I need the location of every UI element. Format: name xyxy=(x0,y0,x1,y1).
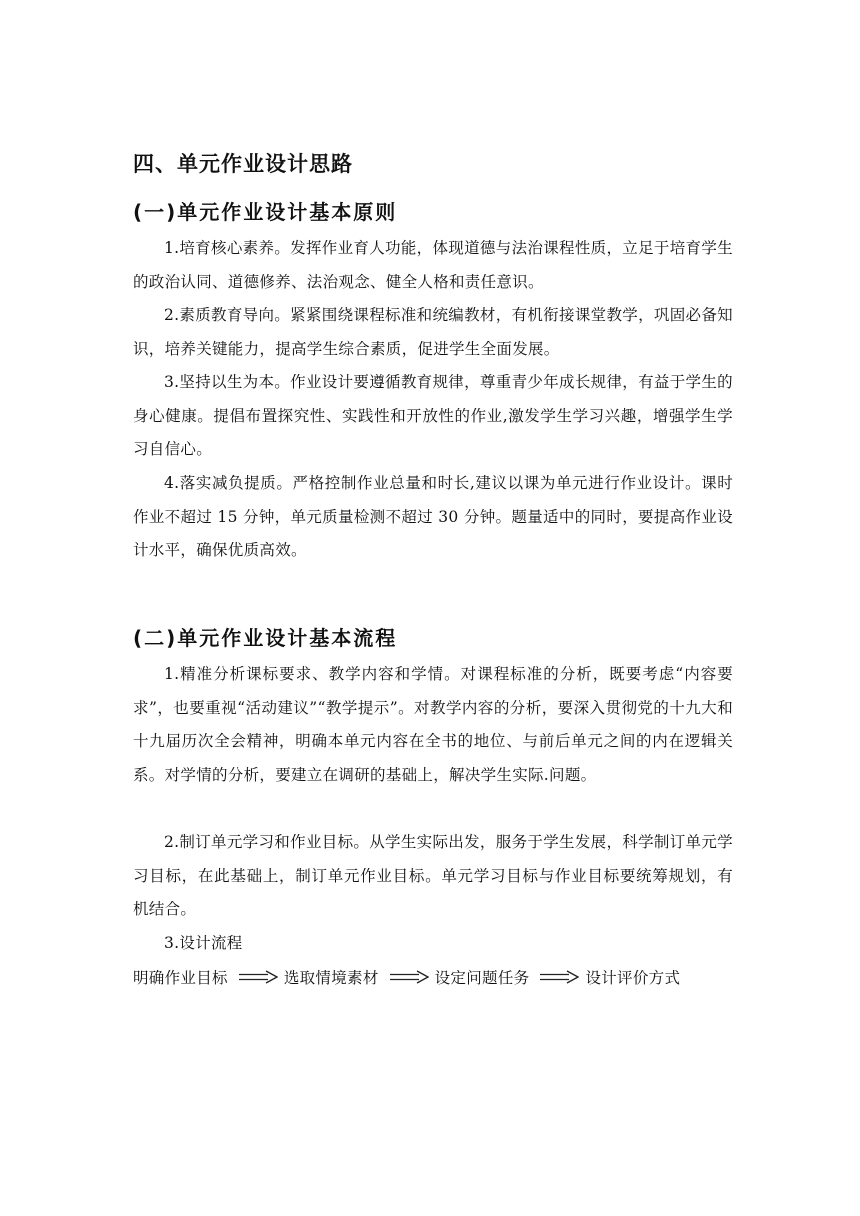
principle-item-3: 3.坚持以生为本。作业设计要遵循教育规律，尊重青少年成长规律，有益于学生的身心健康。提倡布置探究性、实践性和开放性的作业,激发学生学习兴趣，增强学生学习自信心。 xyxy=(133,373,733,458)
principle-item-4: 4.落实减负提质。严格控制作业总量和时长,建议以课为单元进行作业设计。课时作业不超过 15 分钟，单元质量检测不超过 30 分钟。题量适中的同时，要提高作业设计水平，确保优质高效。 xyxy=(133,474,733,559)
principle-item-1: 1.培育核心素养。发挥作业育人功能，体现道德与法治课程性质，立足于培育学生的政治认同、道德修养、法治观念、健全人格和责任意识。 xyxy=(133,239,733,291)
process-item-2: 2.制订单元学习和作业目标。从学生实际出发，服务于学生发展，科学制订单元学习目标，在此基础上，制订单元作业目标。单元学习目标与作业目标要统筹规划，有机结合。 xyxy=(133,833,733,918)
double-arrow-right-icon xyxy=(238,970,278,984)
process-item-3: 3.设计流程 xyxy=(164,934,243,952)
design-flow xyxy=(133,960,680,994)
flow-step-2: 选取情境素材 xyxy=(283,969,379,987)
flow-step-4: 设计评价方式 xyxy=(585,969,681,987)
double-arrow-right-icon xyxy=(389,970,429,984)
section-title: 四、单元作业设计思路 xyxy=(133,152,353,176)
flow-step-1: 明确作业目标 xyxy=(133,969,228,987)
process-item-1: 1.精准分析课标要求、教学内容和学情。对课程标准的分析，既要考虑“内容要求”，也要重视“活动建议”“教学提示”。对教学内容的分析，要深入贯彻党的十九大和十九届历次全会精神，明确本单元内容在全书的地位、与前后单元之间的内在逻辑关系。对学情的分析，要建立在调研的基础上，解决学生实际.问题。 xyxy=(133,665,733,784)
principles-heading: (一)单元作业设计基本原则 xyxy=(133,200,398,224)
double-arrow-right-icon xyxy=(539,970,579,984)
principle-item-2: 2.素质教育导向。紧紧围绕课程标准和统编教材，有机衔接课堂教学，巩固必备知识，培养关键能力，提高学生综合素质，促进学生全面发展。 xyxy=(133,306,733,358)
process-heading: (二)单元作业设计基本流程 xyxy=(133,626,398,650)
flow-step-3: 设定问题任务 xyxy=(434,969,530,987)
